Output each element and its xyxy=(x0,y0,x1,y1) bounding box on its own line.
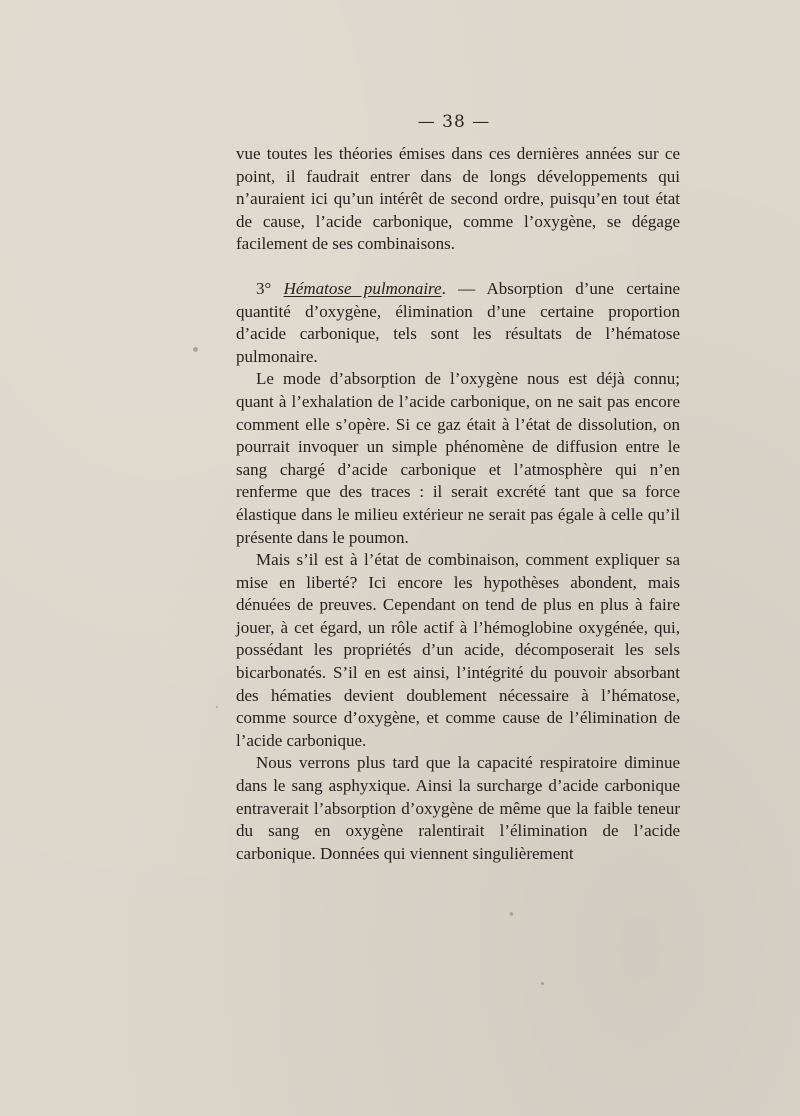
paragraph-combinaison: Mais s’il est à l’état de combinaison, comment expliquer sa mise en liberté? Ici encore les hypothèses abondent, mais dénuées de preuves. Cependant on tend de plus en plus à faire jouer, à cet égard, un rôle actif à l’hémoglobine oxygénée, qui, possédant les propriétés d’un acide, décomposerait les sels bicarbonatés. S’il en est ainsi, l’intégrité du pouvoir absorbant des hématies devient doublement nécessaire à l’hématose, comme source d’oxygène, et comme cause de l’élimination de l’acide carbonique. xyxy=(236,550,680,750)
paper-speck xyxy=(216,706,218,708)
paragraph-capacite-respiratoire: Nous verrons plus tard que la capacité respiratoire diminue dans le sang asphyxique. Ainsi la surcharge d’acide carbonique entraverait l’absorption d’oxygène de même que la faible teneur du sang en oxygène ralentirait l’élimination de l’acide carbonique. Données qui viennent singulièrement xyxy=(236,753,680,863)
body-text xyxy=(236,143,680,865)
paper-speck xyxy=(510,912,513,916)
paragraph-hematose xyxy=(236,278,680,368)
paper-speck xyxy=(541,982,544,985)
paragraph-absorption-mode: Le mode d’absorption de l’oxygène nous est déjà connu; quant à l’exhalation de l’acide carbonique, on ne sait pas encore comment elle s’opère. Si ce gaz était à l’état de dissolution, on pourrait invoquer un simple phénomène de diffusion entre le sang chargé d’acide carbonique et l’atmosphère qui n’en renferme que des traces : il serait excrété tant que sa force élastique dans le milieu extérieur ne serait pas égale à celle qu’il présente dans le poumon. xyxy=(236,369,680,547)
section-number: 3° xyxy=(256,278,284,298)
section-text: . — Absorption d’une certaine quantité d’oxygène, élimination d’une certaine proportion d’acide carbonique, tels sont les résultats de l’hématose pulmonaire. xyxy=(236,278,680,366)
section-heading: Hématose pulmonaire xyxy=(283,278,442,298)
paragraph-continued: vue toutes les théories émises dans ces dernières années sur ce point, il faudrait entrer dans de longs développements qui n’auraient ici qu’un intérêt de second ordre, puisqu’en tout état de cause, l’acide carbonique, comme l’oxygène, se dégage facilement de ses combinaisons. xyxy=(236,144,680,254)
page-number: — 38 — xyxy=(417,112,491,132)
paper-speck xyxy=(193,347,198,352)
